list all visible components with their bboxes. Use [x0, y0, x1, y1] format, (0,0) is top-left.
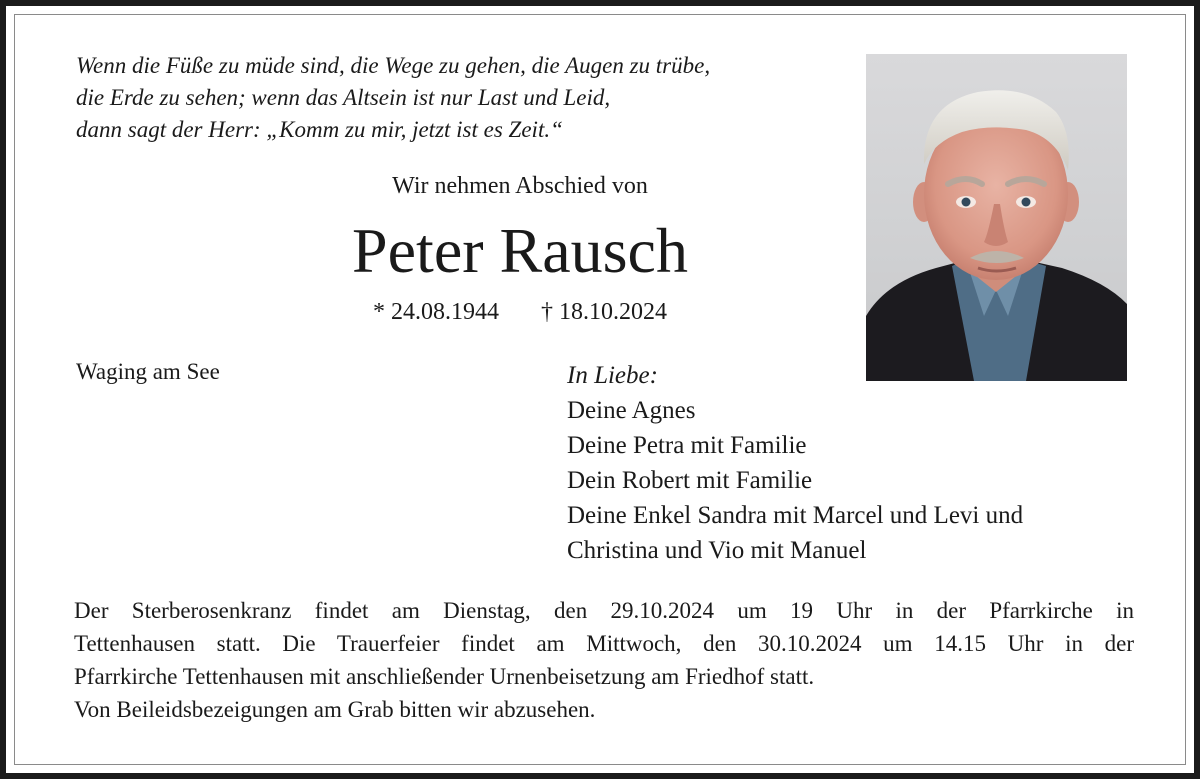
- life-dates: [300, 296, 740, 328]
- portrait-photo: [866, 54, 1127, 381]
- farewell-intro: Wir nehmen Abschied von: [392, 173, 648, 199]
- notice-line: Pfarrkirche Tettenhausen mit anschließender Urnenbeisetzung am Friedhof statt.: [74, 664, 815, 689]
- notice-line: Tettenhausen statt. Die Trauerfeier findet am Mittwoch, den 30.10.2024 um 14.15 Uhr in der: [74, 631, 1134, 656]
- mourner-line: Christina und Vio mit Manuel: [567, 537, 867, 564]
- mourner-line: Deine Petra mit Familie: [567, 432, 807, 459]
- portrait-illustration: [866, 54, 1127, 381]
- mourner-line: Dein Robert mit Familie: [567, 467, 813, 494]
- funeral-notice: [74, 594, 1134, 726]
- notice-line: Der Sterberosenkranz findet am Dienstag, den 29.10.2024 um 19 Uhr in der Pfarrkirche in: [74, 598, 1134, 623]
- mourner-line: Deine Enkel Sandra mit Marcel und Levi und: [567, 502, 1024, 529]
- mourners-list: [567, 358, 1147, 568]
- memorial-poem: [76, 50, 856, 146]
- deceased-name: Peter Rausch: [352, 215, 688, 286]
- poem-line: dann sagt der Herr: „Komm zu mir, jetzt ist es Zeit.“: [76, 117, 563, 142]
- death-date: † 18.10.2024: [541, 299, 667, 325]
- birth-date: * 24.08.1944: [373, 299, 499, 325]
- poem-line: die Erde zu sehen; wenn das Altsein ist nur Last und Leid,: [76, 85, 611, 110]
- notice-line: Von Beileidsbezeigungen am Grab bitten wir abzusehen.: [74, 697, 596, 722]
- mourners-heading: In Liebe:: [567, 362, 658, 389]
- mourner-line: Deine Agnes: [567, 397, 696, 424]
- poem-line: Wenn die Füße zu müde sind, die Wege zu gehen, die Augen zu trübe,: [76, 53, 711, 78]
- location: Waging am See: [76, 359, 220, 384]
